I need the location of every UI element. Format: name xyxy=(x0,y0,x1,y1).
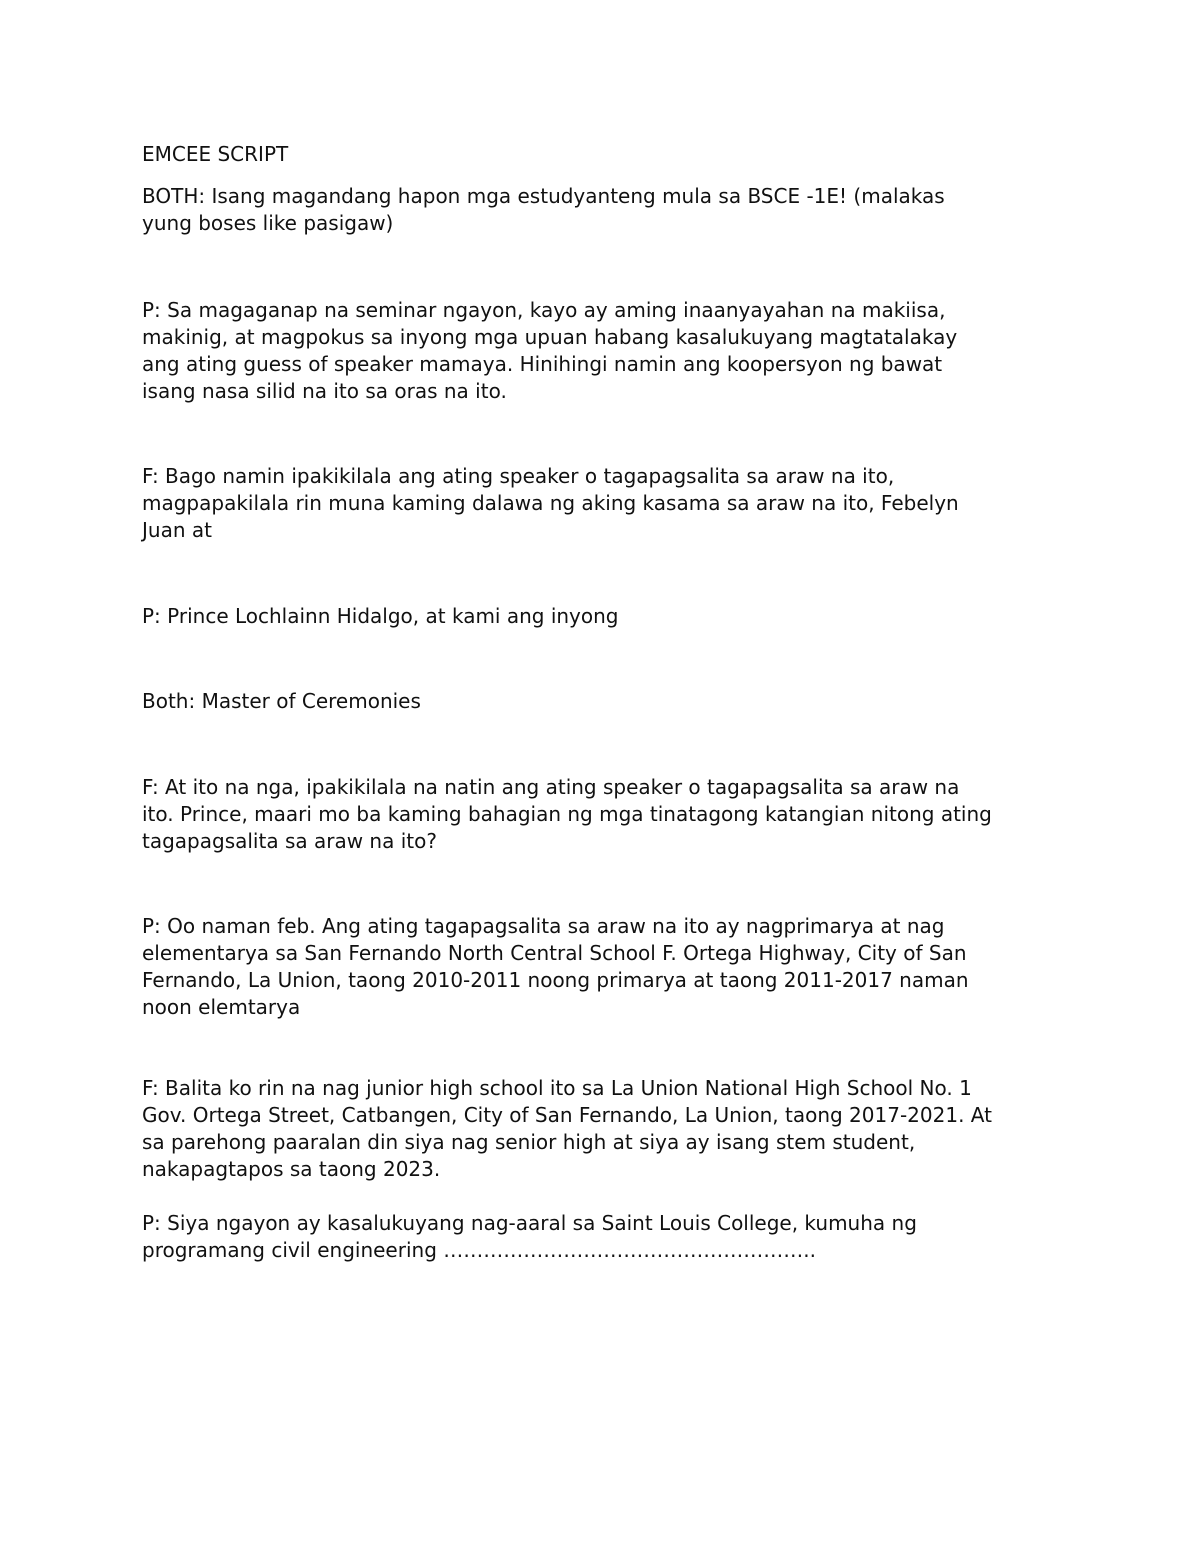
document-title: EMCEE SCRIPT xyxy=(142,142,289,166)
script-paragraph-p-college: P: Siya ngayon ay kasalukuyang nag-aaral sa Saint Louis College, kumuha ng programang civil engineering ……………………………………………….. xyxy=(142,1211,917,1262)
script-paragraph-f-speaker: F: At ito na nga, ipakikilala na natin ang ating speaker o tagapagsalita sa araw na ito. Prince, maari mo ba kaming bahagian ng mga tinatagong katangian nitong ating tagapagsalita sa araw na ito? xyxy=(142,775,992,853)
script-paragraph-both-master: Both: Master of Ceremonies xyxy=(142,689,421,713)
script-paragraph-both-greeting: BOTH: Isang magandang hapon mga estudyanteng mula sa BSCE -1E! (malakas yung boses like pasigaw) xyxy=(142,184,945,235)
script-paragraph-p-seminar: P: Sa magaganap na seminar ngayon, kayo ay aming inaanyayahan na makiisa, makinig, at magpokus sa inyong mga upuan habang kasalukuyang magtatalakay ang ating guess of speaker mamaya. Hinihingi namin ang koopersyon ng bawat isang nasa silid na ito sa oras na ito. xyxy=(142,298,958,403)
script-paragraph-f-introduction: F: Bago namin ipakikilala ang ating speaker o tagapagsalita sa araw na ito, magpapakilala rin muna kaming dalawa ng aking kasama sa araw na ito, Febelyn Juan at xyxy=(142,464,959,542)
script-paragraph-f-highschool: F: Balita ko rin na nag junior high school ito sa La Union National High School No. 1 Gov. Ortega Street, Catbangen, City of San Fernando, La Union, taong 2017-2021. At sa parehong paaralan din siya nag senior high at siya ay isang stem student, nakapagtapos sa taong 2023. xyxy=(142,1076,992,1181)
script-paragraph-p-elementary: P: Oo naman feb. Ang ating tagapagsalita sa araw na ito ay nagprimarya at nag elementarya sa San Fernando North Central School F. Ortega Highway, City of San Fernando, La Union, taong 2010-2011 noong primarya at taong 2011-2017 naman noon elemtarya xyxy=(142,914,969,1019)
script-paragraph-p-name: P: Prince Lochlainn Hidalgo, at kami ang inyong xyxy=(142,604,619,628)
